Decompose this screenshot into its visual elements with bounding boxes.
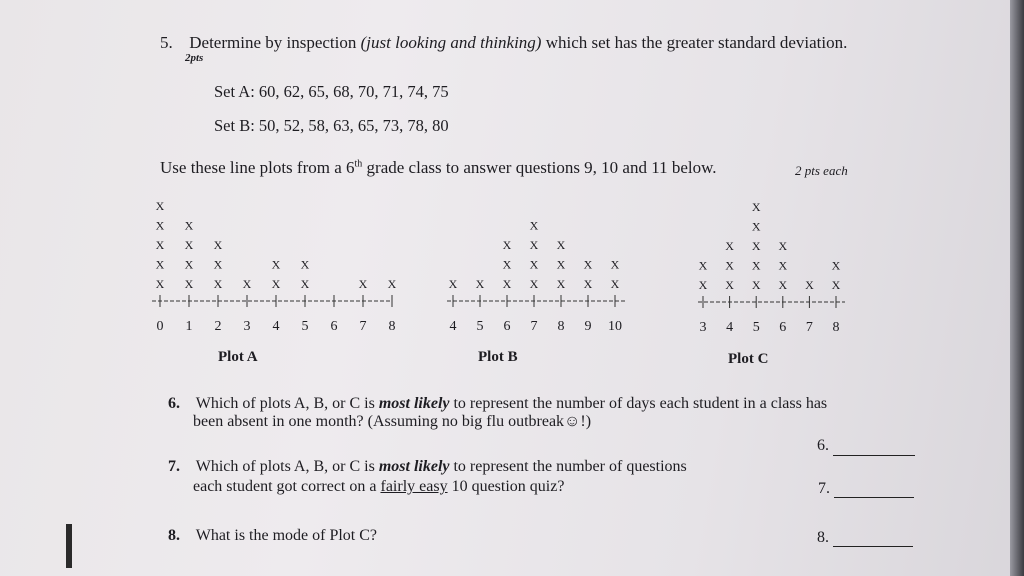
question-7-line2-end: 10 question quiz? bbox=[447, 478, 565, 495]
tick-label: 4 bbox=[272, 319, 280, 334]
data-x-mark: X bbox=[556, 238, 566, 252]
question-5-prompt-end: which set has the greater standard deviation. bbox=[541, 33, 848, 52]
answer-7-label: 7. bbox=[818, 480, 830, 497]
data-x-mark: X bbox=[751, 239, 761, 253]
data-x-mark: X bbox=[529, 277, 539, 291]
question-8 bbox=[168, 527, 377, 545]
data-x-mark: X bbox=[213, 257, 223, 272]
data-x-mark: X bbox=[502, 238, 512, 252]
tick-label: 5 bbox=[476, 319, 484, 334]
data-x-mark: X bbox=[831, 278, 841, 292]
set-b-values: Set B: 50, 52, 58, 63, 65, 73, 78, 80 bbox=[214, 116, 449, 135]
question-6-line2: been absent in one month? (Assuming no big flu outbreak☺!) bbox=[193, 413, 592, 430]
tick-label: 4 bbox=[449, 319, 457, 334]
data-x-mark: X bbox=[213, 238, 223, 252]
data-x-mark: X bbox=[805, 278, 814, 292]
data-x-mark: X bbox=[155, 218, 165, 233]
tick-label: 5 bbox=[301, 319, 309, 334]
tick-label: 5 bbox=[752, 320, 760, 335]
data-x-mark: X bbox=[725, 278, 734, 292]
data-x-mark: X bbox=[751, 258, 761, 273]
question-8-number: 8. bbox=[168, 527, 180, 544]
data-x-mark: X bbox=[610, 257, 620, 272]
data-x-mark: X bbox=[155, 257, 165, 272]
tick-label: 6 bbox=[779, 320, 787, 335]
question-7-emphasis: most likely bbox=[378, 458, 450, 475]
data-x-mark: X bbox=[475, 277, 485, 291]
data-x-mark: X bbox=[831, 258, 841, 273]
tick-label: 6 bbox=[330, 319, 338, 334]
tick-label: 8 bbox=[388, 319, 396, 334]
data-x-mark: X bbox=[300, 277, 310, 291]
question-6 bbox=[168, 395, 827, 413]
set-a-values: Set A: 60, 62, 65, 68, 70, 71, 74, 75 bbox=[214, 82, 449, 101]
page-edge-left bbox=[66, 524, 72, 568]
tick-label: 8 bbox=[557, 319, 565, 334]
intro-text-end: grade class to answer questions 9, 10 and 11 below. bbox=[362, 158, 717, 177]
plot-c-label: Plot C bbox=[728, 351, 769, 367]
tick-label: 3 bbox=[243, 319, 251, 334]
question-5-emphasis: (just looking and thinking) bbox=[360, 33, 542, 52]
data-x-mark: X bbox=[751, 278, 761, 292]
data-x-mark: X bbox=[502, 277, 512, 291]
question-7-line2 bbox=[193, 478, 564, 496]
plot-a-label: Plot A bbox=[218, 349, 258, 365]
tick-label: 6 bbox=[503, 319, 511, 334]
data-x-mark: X bbox=[184, 218, 194, 233]
answer-8-blank[interactable] bbox=[833, 546, 913, 547]
data-x-mark: X bbox=[155, 277, 165, 291]
data-x-mark: X bbox=[271, 257, 281, 272]
question-5-number: 5. bbox=[160, 33, 173, 52]
answer-8-label: 8. bbox=[817, 529, 829, 546]
data-x-mark: X bbox=[698, 278, 708, 292]
answer-7-blank[interactable] bbox=[834, 497, 914, 498]
data-x-mark: X bbox=[751, 200, 761, 214]
data-x-mark: X bbox=[778, 278, 788, 292]
data-x-mark: X bbox=[583, 257, 593, 272]
question-5-prompt: Determine by inspection bbox=[189, 33, 361, 52]
page-edge-right bbox=[1010, 0, 1024, 576]
data-x-mark: X bbox=[529, 218, 539, 233]
data-x-mark: X bbox=[387, 277, 397, 291]
data-x-mark: X bbox=[610, 277, 620, 291]
question-7-line2-text: each student got correct on a bbox=[193, 478, 381, 495]
data-x-mark: X bbox=[556, 257, 566, 272]
data-x-mark: X bbox=[725, 239, 734, 253]
answer-6-blank[interactable] bbox=[833, 455, 915, 456]
question-7-underlined: fairly easy bbox=[380, 478, 448, 495]
tick-label: 7 bbox=[530, 319, 538, 334]
data-x-mark: X bbox=[358, 277, 368, 291]
data-x-mark: X bbox=[448, 277, 458, 291]
plot-b-label: Plot B bbox=[478, 349, 518, 365]
tick-label: 9 bbox=[584, 319, 592, 334]
data-x-mark: X bbox=[213, 277, 223, 291]
question-6-number: 6. bbox=[168, 395, 180, 412]
intro-text: Use these line plots from a 6 bbox=[160, 158, 355, 177]
data-x-mark: X bbox=[529, 257, 539, 272]
data-x-mark: X bbox=[583, 277, 593, 291]
question-6-text: Which of plots A, B, or C is bbox=[195, 395, 379, 412]
tick-label: 7 bbox=[359, 319, 367, 334]
data-x-mark: X bbox=[184, 238, 194, 252]
question-6-text-end: to represent the number of days each student in a class has bbox=[449, 395, 828, 412]
intro-superscript: th bbox=[354, 158, 363, 170]
question-8-text: What is the mode of Plot C? bbox=[195, 527, 378, 544]
tick-label: 2 bbox=[214, 319, 222, 334]
data-x-mark: X bbox=[502, 257, 512, 272]
tick-label: 3 bbox=[699, 320, 707, 335]
data-x-mark: X bbox=[300, 257, 310, 272]
tick-label: 8 bbox=[832, 320, 840, 335]
tick-label: 4 bbox=[726, 320, 734, 335]
tick-label: 7 bbox=[805, 320, 813, 335]
data-x-mark: X bbox=[155, 199, 165, 213]
question-7-text-end: to represent the number of questions bbox=[449, 458, 687, 475]
data-x-mark: X bbox=[529, 238, 539, 252]
data-x-mark: X bbox=[778, 239, 788, 253]
tick-label: 0 bbox=[156, 319, 164, 334]
data-x-mark: X bbox=[698, 258, 708, 273]
question-7 bbox=[168, 458, 687, 476]
tick-label: 10 bbox=[608, 319, 622, 334]
data-x-mark: X bbox=[751, 219, 761, 234]
data-x-mark: X bbox=[184, 277, 194, 291]
question-6-emphasis: most likely bbox=[378, 395, 450, 412]
answer-6-label: 6. bbox=[817, 437, 829, 454]
question-7-number: 7. bbox=[168, 458, 180, 475]
data-x-mark: X bbox=[556, 277, 566, 291]
data-x-mark: X bbox=[725, 258, 734, 273]
data-x-mark: X bbox=[778, 258, 788, 273]
intro-points: 2 pts each bbox=[795, 163, 848, 178]
data-x-mark: X bbox=[184, 257, 194, 272]
data-x-mark: X bbox=[242, 277, 252, 291]
question-5-points: 2pts bbox=[185, 52, 204, 64]
data-x-mark: X bbox=[271, 277, 281, 291]
tick-label: 1 bbox=[185, 319, 193, 334]
data-x-mark: X bbox=[155, 238, 165, 252]
question-7-text: Which of plots A, B, or C is bbox=[195, 458, 379, 475]
